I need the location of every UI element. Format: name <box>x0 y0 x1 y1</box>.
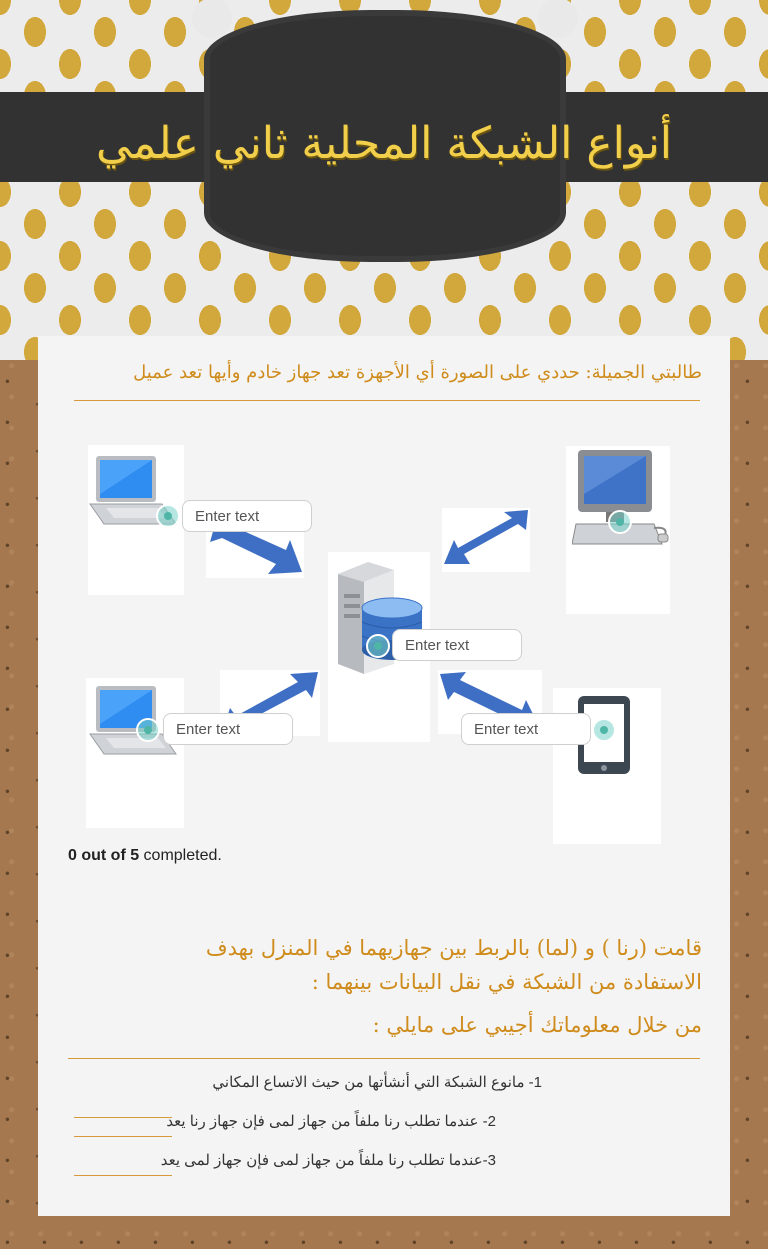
hotspot-marker[interactable] <box>366 634 390 658</box>
divider <box>68 1058 700 1059</box>
question-3: 3-عندما تطلب رنا ملفاً من جهاز لمى فإن جهاز لمى يعد <box>160 1152 496 1169</box>
double-arrow-icon <box>442 508 532 572</box>
instruction-text: طالبتي الجميلة: حددي على الصورة أي الأجهزة تعد جهاز خادم وأيها تعد عميل <box>133 362 702 383</box>
progress-count: 0 out of 5 <box>68 847 140 864</box>
progress-suffix: completed. <box>139 847 222 864</box>
question-2: 2- عندما تطلب رنا ملفاً من جهاز لمى فإن جهاز رنا يعد <box>166 1113 496 1130</box>
progress-status <box>68 847 222 865</box>
answer-blank-3[interactable] <box>74 1175 172 1176</box>
answer-blank-1[interactable] <box>74 1117 172 1118</box>
device-label-input[interactable] <box>461 713 591 745</box>
device-label-input[interactable] <box>182 500 312 532</box>
question-paragraph-line2: الاستفادة من الشبكة في نقل البيانات بينهما : <box>311 970 702 994</box>
hotspot-marker[interactable] <box>136 718 160 742</box>
device-label-input[interactable] <box>163 713 293 745</box>
question-paragraph-line3: من خلال معلوماتك أجيبي على مايلي : <box>372 1013 702 1037</box>
divider <box>74 400 700 401</box>
server-database-icon <box>328 560 438 680</box>
answer-blank-2[interactable] <box>74 1136 172 1137</box>
hotspot-marker[interactable] <box>592 718 616 742</box>
question-1: 1- مانوع الشبكة التي أنشأتها من حيث الاتساع المكاني <box>212 1074 542 1091</box>
question-paragraph-line1: قامت (رنا ) و (لما) بالربط بين جهازيهما في المنزل بهدف <box>205 936 702 960</box>
worksheet-card <box>38 336 730 1216</box>
hotspot-marker[interactable] <box>156 504 180 528</box>
device-label-input[interactable] <box>392 629 522 661</box>
hotspot-marker[interactable] <box>608 510 632 534</box>
page-title: أنواع الشبكة المحلية ثاني علمي <box>95 118 673 169</box>
